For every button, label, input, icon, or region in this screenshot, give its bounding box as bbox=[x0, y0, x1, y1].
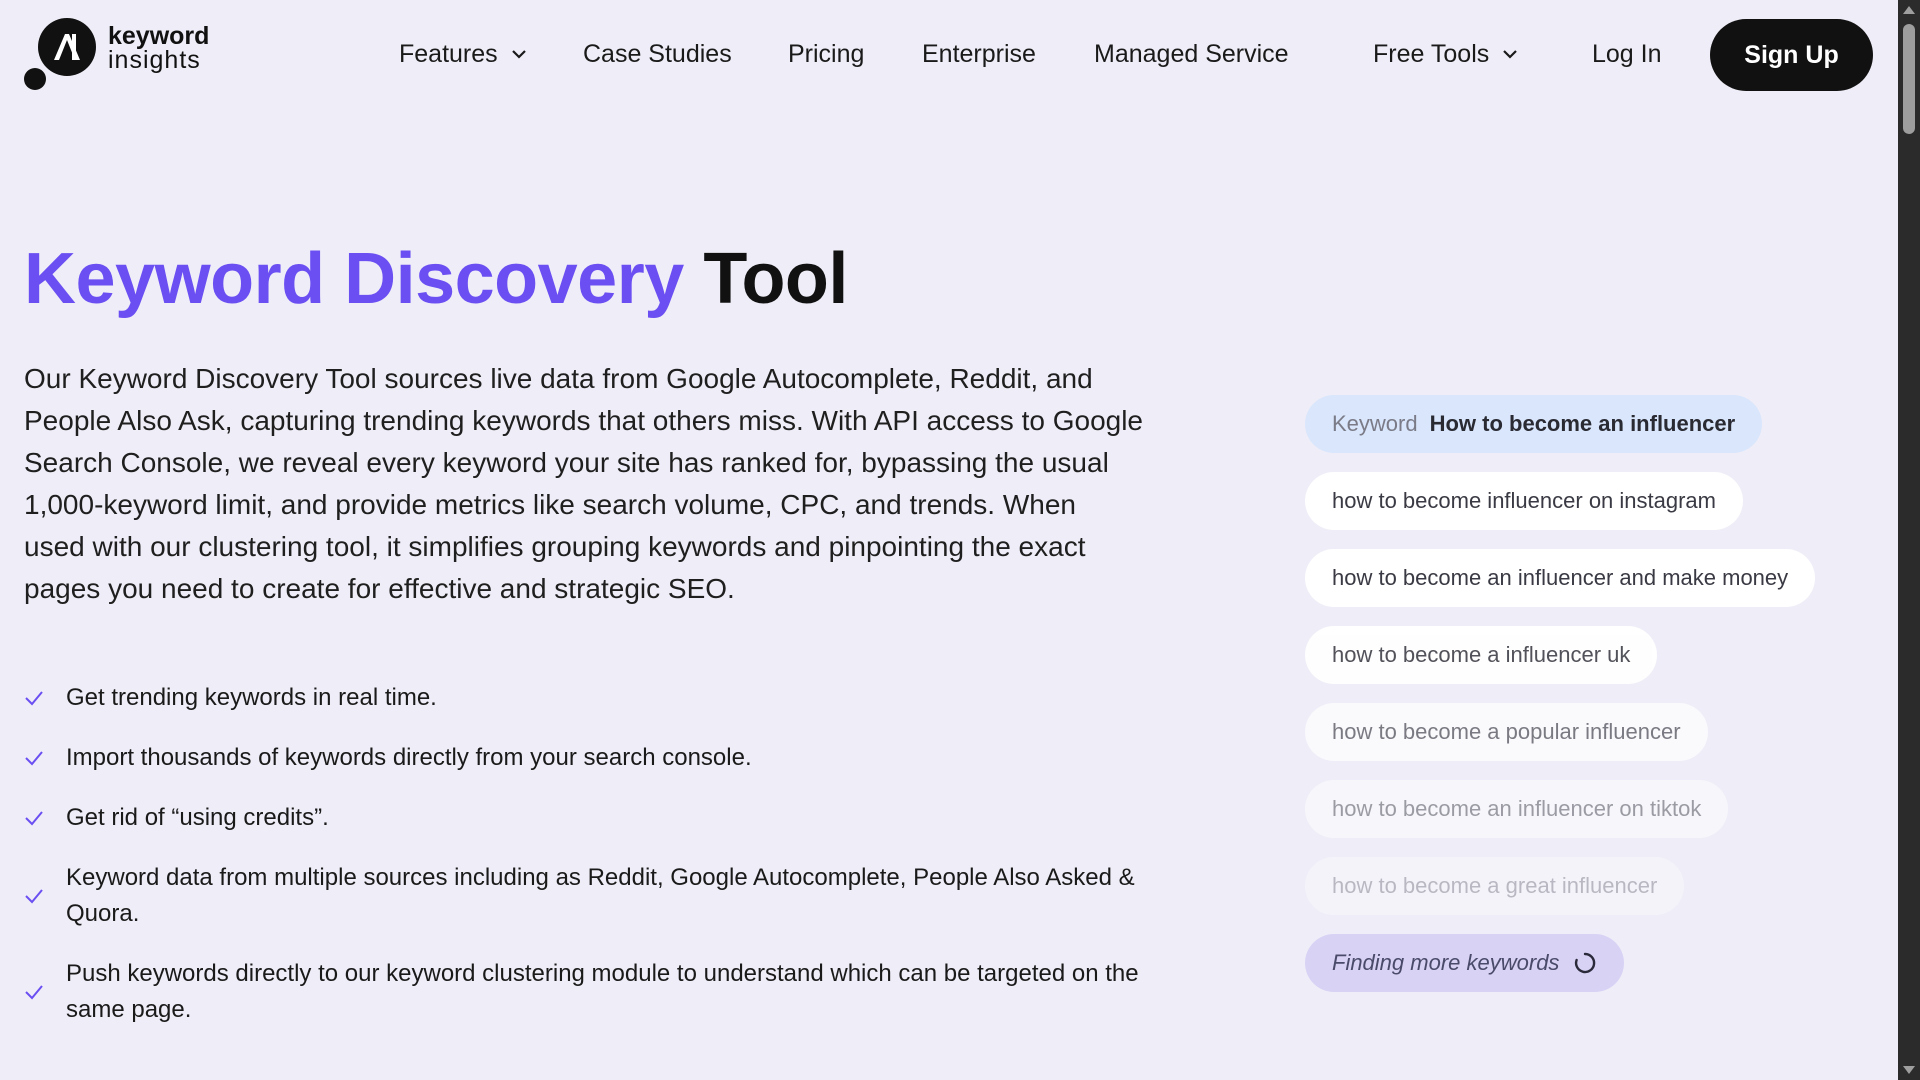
nav-item-free-tools[interactable] bbox=[1373, 32, 1519, 76]
suggestion-row bbox=[1305, 857, 1865, 934]
keyword-suggestion: how to become influencer on instagram bbox=[1305, 472, 1743, 530]
brand-line-2: insights bbox=[108, 46, 201, 74]
keyword-suggestion-panel bbox=[1305, 395, 1865, 1011]
logo-a-glyph-icon bbox=[50, 30, 84, 64]
feature-text: Push keywords directly to our keyword clustering module to understand which can be targeted on the same page. bbox=[66, 960, 1139, 1023]
check-icon bbox=[24, 748, 44, 768]
brand-logo[interactable] bbox=[24, 18, 209, 94]
suggestion-row bbox=[1305, 703, 1865, 780]
keyword-suggestion: how to become a great influencer bbox=[1305, 857, 1684, 915]
nav-item-case-studies[interactable] bbox=[583, 32, 732, 76]
feature-text: Import thousands of keywords directly from your search console. bbox=[66, 744, 752, 771]
feature-text: Get rid of “using credits”. bbox=[66, 804, 329, 831]
page-title-accent: Keyword Discovery bbox=[24, 239, 684, 319]
feature-text: Keyword data from multiple sources including as Reddit, Google Autocomplete, People Also Asked & Quora. bbox=[66, 864, 1135, 927]
feature-item bbox=[24, 860, 1164, 932]
feature-item bbox=[24, 680, 1164, 716]
scroll-down-arrow-icon[interactable] bbox=[1903, 1066, 1915, 1074]
feature-item bbox=[24, 956, 1164, 1028]
keyword-suggestion: how to become a influencer uk bbox=[1305, 626, 1657, 684]
keyword-suggestion: how to become an influencer and make money bbox=[1305, 549, 1815, 607]
scroll-up-arrow-icon[interactable] bbox=[1903, 6, 1915, 14]
scroll-thumb[interactable] bbox=[1903, 24, 1915, 134]
brand-wordmark bbox=[108, 24, 209, 72]
page-scrollbar[interactable] bbox=[1898, 0, 1920, 1080]
nav-item-enterprise[interactable] bbox=[922, 32, 1036, 76]
loading-spinner-icon bbox=[1573, 951, 1597, 975]
login-link[interactable] bbox=[1592, 32, 1662, 76]
nav-item-managed-service[interactable] bbox=[1094, 32, 1289, 76]
logo-mark bbox=[24, 18, 100, 94]
nav-item-label: Case Studies bbox=[583, 39, 732, 68]
nav-item-label: Managed Service bbox=[1094, 39, 1289, 68]
brand-line-1: keyword bbox=[108, 22, 210, 50]
suggestion-row bbox=[1305, 780, 1865, 857]
keyword-query-label: Keyword bbox=[1332, 411, 1418, 436]
page-title-rest: Tool bbox=[703, 239, 848, 319]
chevron-down-icon bbox=[1501, 45, 1519, 63]
suggestion-row bbox=[1305, 472, 1865, 549]
chevron-down-icon bbox=[510, 45, 528, 63]
login-label: Log In bbox=[1592, 39, 1662, 68]
feature-list bbox=[24, 680, 1164, 1052]
logo-dot bbox=[24, 68, 46, 90]
finding-row bbox=[1305, 934, 1865, 1011]
finding-label: Finding more keywords bbox=[1332, 950, 1560, 975]
nav-item-features[interactable] bbox=[399, 32, 528, 76]
feature-text: Get trending keywords in real time. bbox=[66, 684, 437, 711]
suggestion-row bbox=[1305, 626, 1865, 703]
hero-description: Our Keyword Discovery Tool sources live data from Google Autocomplete, Reddit, and People Also Ask, capturing trending keywords that others miss. With API access to Google Search Console, we reveal every keyword your site has ranked for, bypassing the usual 1,000-keyword limit, and provide metrics like search volume, CPC, and trends. When used with our clustering tool, it simplifies grouping keywords and pinpointing the exact pages you need to create for effective and strategic SEO. bbox=[24, 363, 1144, 604]
site-header bbox=[0, 0, 1898, 110]
feature-item bbox=[24, 740, 1164, 776]
query-row bbox=[1305, 395, 1865, 472]
keyword-suggestion: how to become a popular influencer bbox=[1305, 703, 1708, 761]
signup-button[interactable]: Sign Up bbox=[1710, 19, 1873, 91]
check-icon bbox=[24, 982, 44, 1002]
keyword-query-pill bbox=[1305, 395, 1762, 453]
nav-item-pricing[interactable] bbox=[788, 32, 864, 76]
suggestion-row bbox=[1305, 549, 1865, 626]
check-icon bbox=[24, 808, 44, 828]
check-icon bbox=[24, 886, 44, 906]
nav-item-label: Free Tools bbox=[1373, 39, 1490, 68]
logo-icon bbox=[38, 18, 96, 76]
nav-item-label: Enterprise bbox=[922, 39, 1036, 68]
page-title bbox=[24, 238, 848, 320]
nav-item-label: Pricing bbox=[788, 39, 865, 68]
nav-item-label: Features bbox=[399, 39, 498, 68]
keyword-query-value: How to become an influencer bbox=[1429, 411, 1736, 436]
feature-item bbox=[24, 800, 1164, 836]
keyword-suggestion: how to become an influencer on tiktok bbox=[1305, 780, 1728, 838]
finding-more-keywords-status bbox=[1305, 934, 1624, 992]
check-icon bbox=[24, 688, 44, 708]
